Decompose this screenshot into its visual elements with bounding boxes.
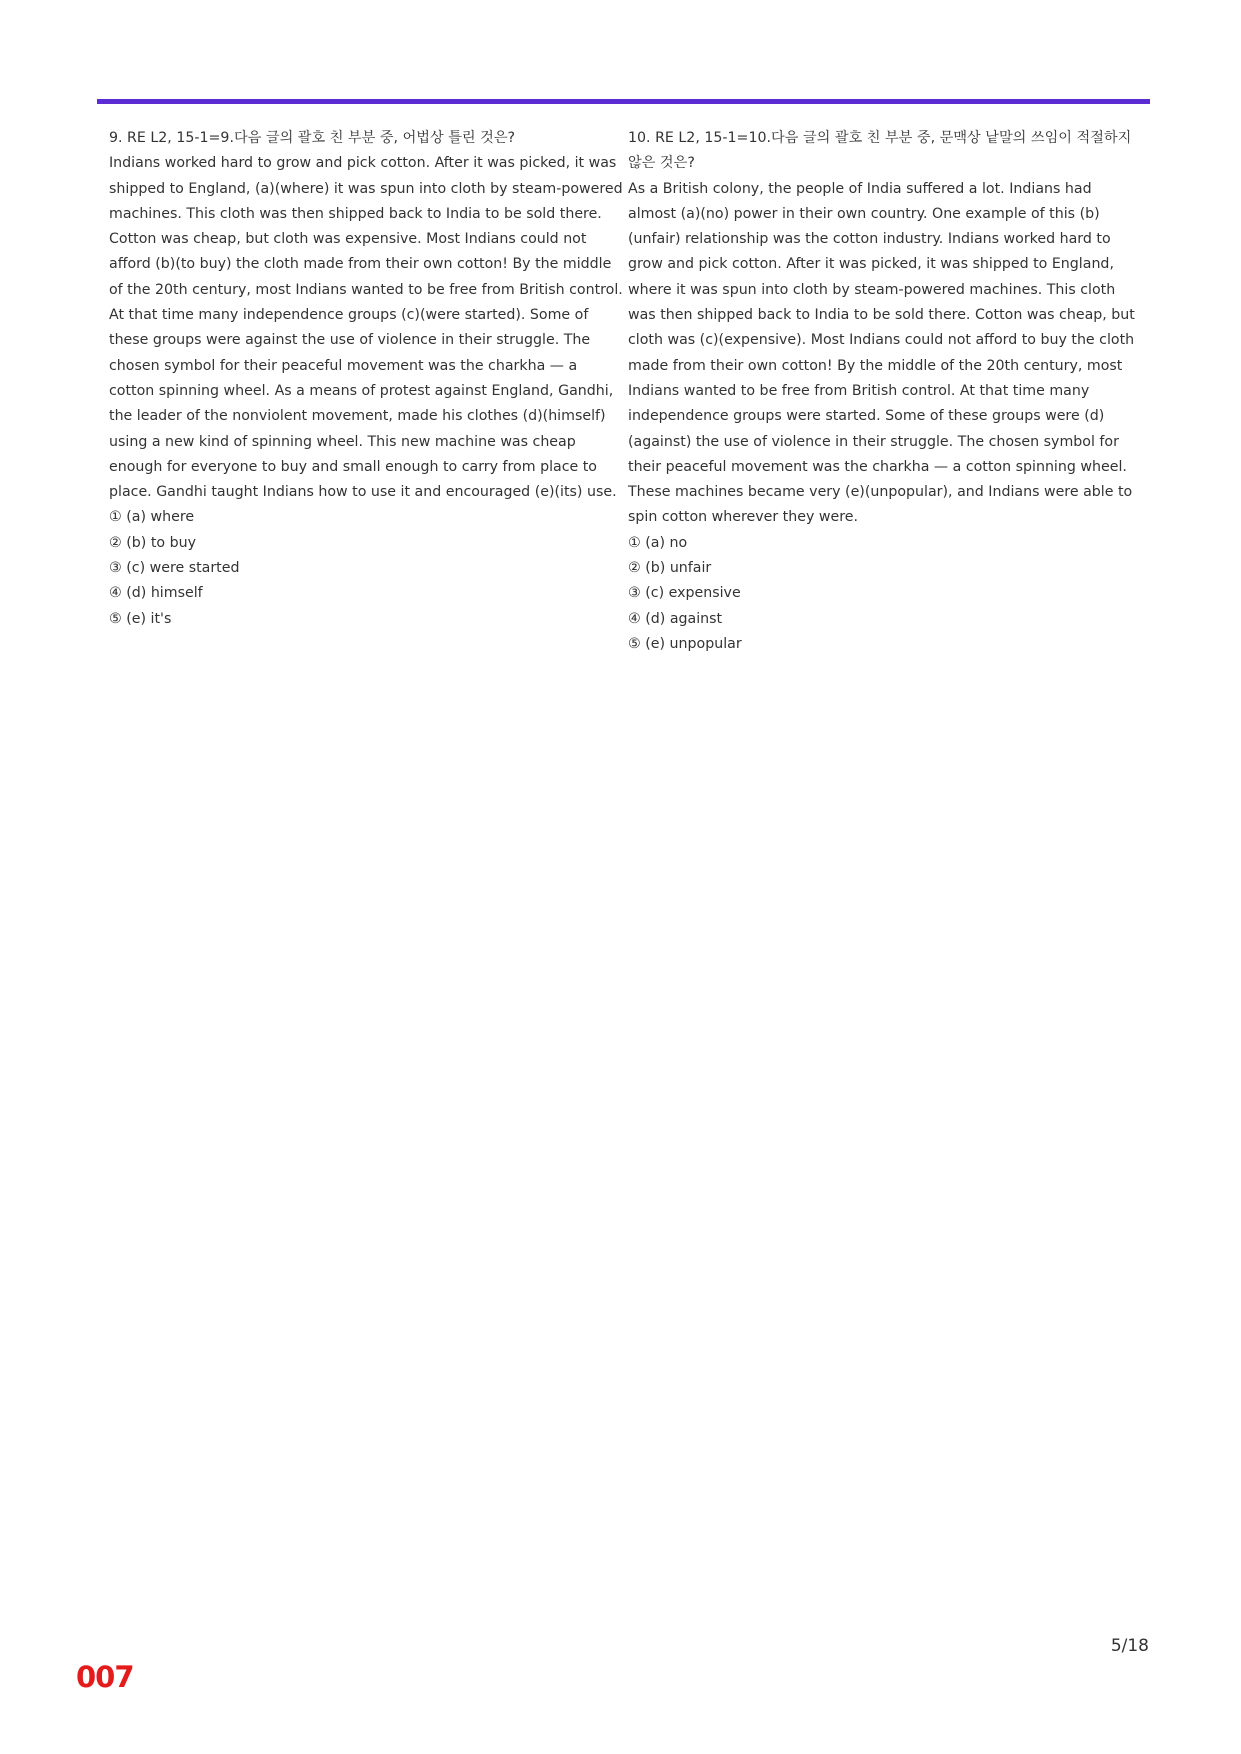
- answer-option: ② (b) to buy: [109, 534, 196, 551]
- answer-option: ④ (d) against: [628, 610, 723, 627]
- answer-option: ⑤ (e) unpopular: [628, 635, 742, 652]
- answer-option: ① (a) where: [109, 509, 195, 526]
- question-9-options: [109, 505, 625, 631]
- question-10-passage: As a British colony, the people of India suffered a lot. Indians had almost (a)(no) power in their own country. One example of this (b)(unfair) relationship was the cotton industry. Indians worked hard to grow and pick cotton. After it was picked, it was shipped to England, where it was spun into cloth by steam-powered machines. This cloth was then shipped back to India to be sold there. Cotton was cheap, but cloth was (c)(expensive). Most Indians could not afford to buy the cloth made from their own cotton! By the middle of the 20th century, most Indians wanted to be free from British control. At that time many independence groups were started. Some of these groups were (d)(against) the use of violence in their struggle. The chosen symbol for their peaceful movement was the charkha — a cotton spinning wheel. These machines became very (e)(unpopular), and Indians were able to spin cotton wherever they were.: [628, 180, 1135, 526]
- question-10-title: 10. RE L2, 15-1=10.다음 글의 괄호 친 부분 중, 문맥상 낱말의 쓰임이 적절하지 않은 것은?: [628, 130, 1132, 172]
- header-divider: [97, 99, 1150, 104]
- question-9-passage: Indians worked hard to grow and pick cotton. After it was picked, it was shipped to England, (a)(where) it was spun into cloth by steam-powered machines. This cloth was then shipped back to India to be sold there. Cotton was cheap, but cloth was expensive. Most Indians could not afford (b)(to buy) the cloth made from their own cotton! By the middle of the 20th century, most Indians wanted to be free from British control. At that time many independence groups (c)(were started). Some of these groups were against the use of violence in their struggle. The chosen symbol for their peaceful movement was the charkha — a cotton spinning wheel. As a means of protest against England, Gandhi, the leader of the nonviolent movement, made his clothes (d)(himself) using a new kind of spinning wheel. This new machine was cheap enough for everyone to buy and small enough to carry from place to place. Gandhi taught Indians how to use it and encouraged (e)(its) use.: [109, 155, 623, 501]
- answer-option: ③ (c) were started: [109, 560, 240, 577]
- question-9-title: 9. RE L2, 15-1=9.다음 글의 괄호 친 부분 중, 어법상 틀린 것은?: [109, 130, 516, 146]
- question-9: [109, 126, 625, 632]
- question-10: [628, 126, 1143, 657]
- brand-logo: 007: [76, 1660, 134, 1694]
- answer-option: ② (b) unfair: [628, 560, 712, 577]
- answer-option: ① (a) no: [628, 534, 688, 551]
- answer-option: ④ (d) himself: [109, 585, 203, 602]
- page-number: 5/18: [1110, 1636, 1149, 1656]
- answer-option: ③ (c) expensive: [628, 585, 741, 602]
- question-10-options: [628, 531, 1143, 657]
- answer-option: ⑤ (e) it's: [109, 610, 172, 627]
